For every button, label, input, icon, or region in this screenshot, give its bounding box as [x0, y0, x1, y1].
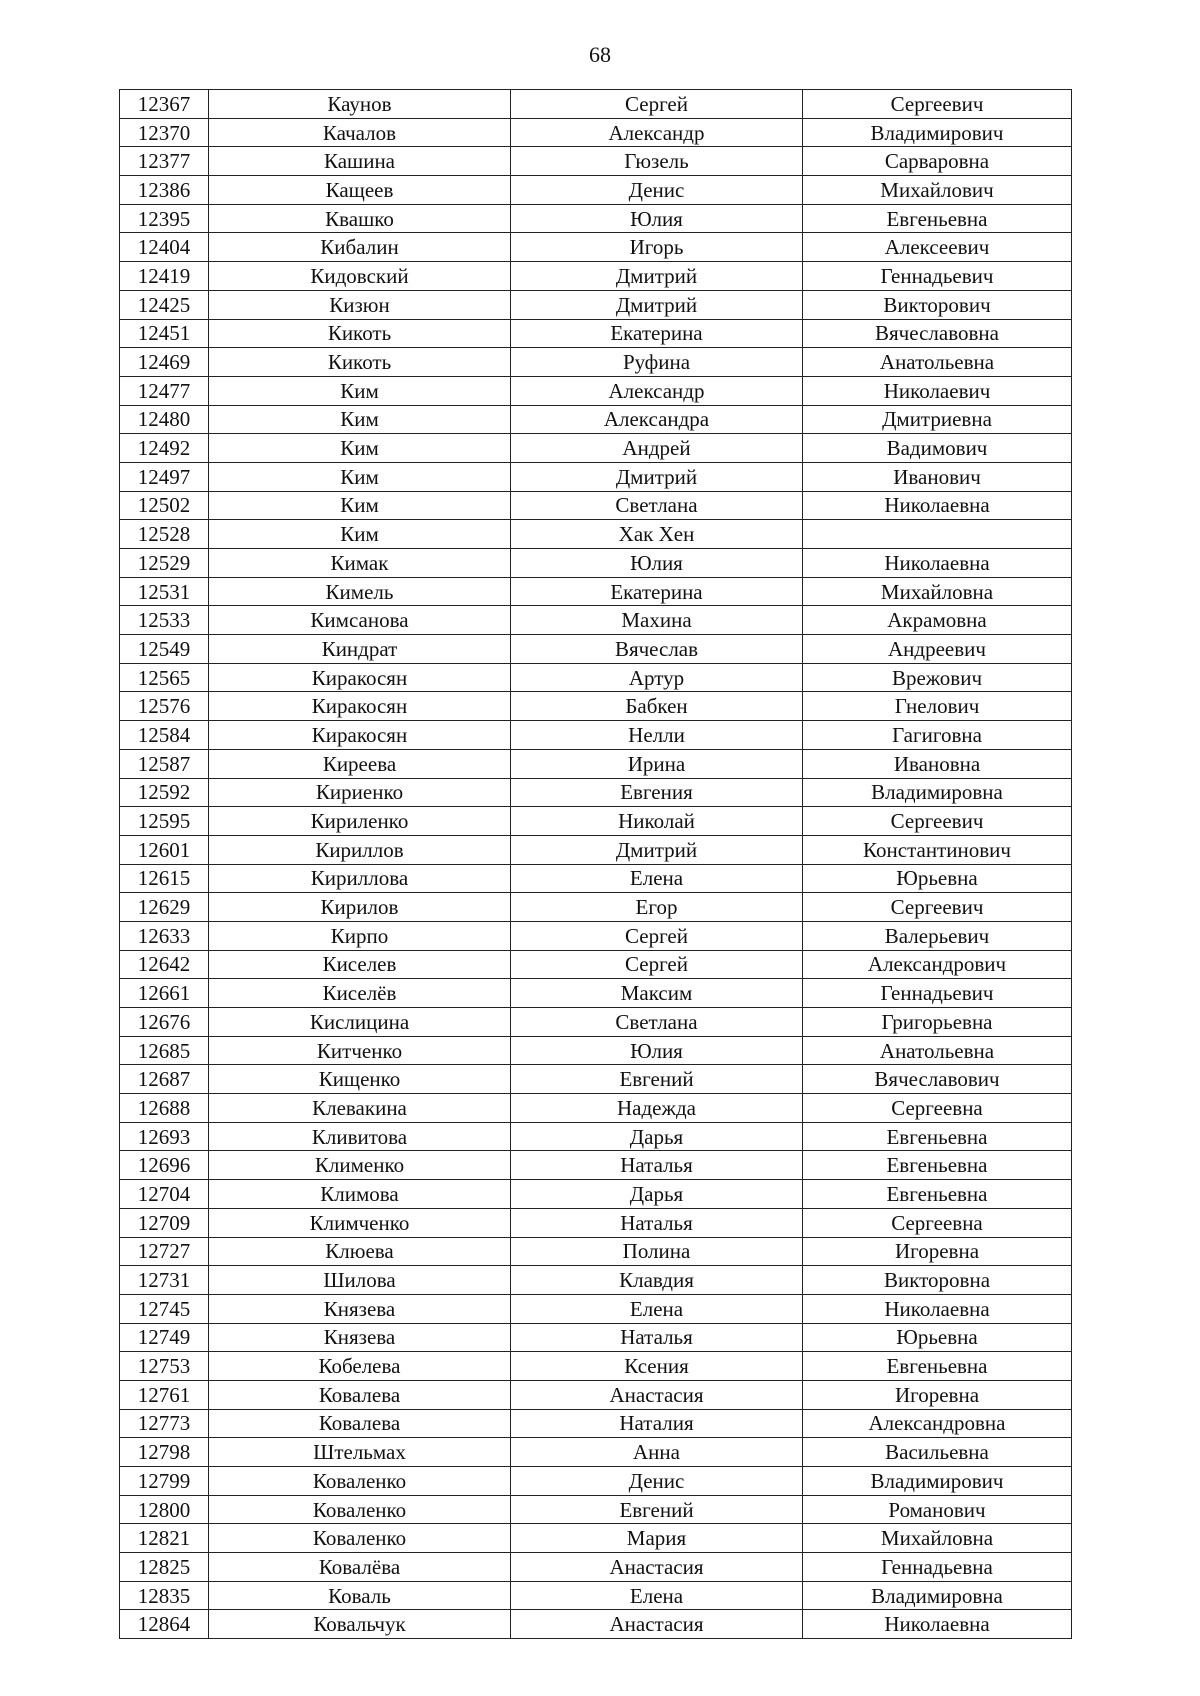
first-name-cell: Дарья	[511, 1122, 803, 1151]
roster-table	[119, 89, 1072, 1639]
first-name-cell: Дмитрий	[511, 262, 803, 291]
surname-cell: Кашина	[209, 147, 511, 176]
surname-cell: Качалов	[209, 118, 511, 147]
table-row	[120, 118, 1072, 147]
surname-cell: Кимель	[209, 577, 511, 606]
table-row	[120, 893, 1072, 922]
patronymic-cell: Геннадьевич	[803, 979, 1072, 1008]
first-name-cell: Наталия	[511, 1409, 803, 1438]
patronymic-cell: Сергеевич	[803, 807, 1072, 836]
record-number-cell: 12601	[120, 835, 209, 864]
surname-cell: Кащеев	[209, 176, 511, 205]
surname-cell: Киндрат	[209, 635, 511, 664]
first-name-cell: Светлана	[511, 1008, 803, 1037]
surname-cell: Клюева	[209, 1237, 511, 1266]
first-name-cell: Юлия	[511, 204, 803, 233]
table-row	[120, 721, 1072, 750]
patronymic-cell: Николаевна	[803, 1294, 1072, 1323]
record-number-cell: 12480	[120, 405, 209, 434]
table-row	[120, 491, 1072, 520]
record-number-cell: 12469	[120, 348, 209, 377]
table-row	[120, 1008, 1072, 1037]
table-row	[120, 90, 1072, 119]
roster-table-body	[120, 90, 1072, 1639]
record-number-cell: 12693	[120, 1122, 209, 1151]
surname-cell: Ким	[209, 520, 511, 549]
patronymic-cell: Михайловна	[803, 577, 1072, 606]
surname-cell: Кимак	[209, 549, 511, 578]
patronymic-cell: Иванович	[803, 462, 1072, 491]
table-row	[120, 176, 1072, 205]
surname-cell: Кимсанова	[209, 606, 511, 635]
record-number-cell: 12529	[120, 549, 209, 578]
table-row	[120, 835, 1072, 864]
record-number-cell: 12549	[120, 635, 209, 664]
record-number-cell: 12492	[120, 434, 209, 463]
first-name-cell: Мария	[511, 1524, 803, 1553]
record-number-cell: 12821	[120, 1524, 209, 1553]
first-name-cell: Вячеслав	[511, 635, 803, 664]
patronymic-cell: Владимировна	[803, 778, 1072, 807]
first-name-cell: Дарья	[511, 1180, 803, 1209]
patronymic-cell: Вячеславович	[803, 1065, 1072, 1094]
first-name-cell: Дмитрий	[511, 835, 803, 864]
record-number-cell: 12745	[120, 1294, 209, 1323]
patronymic-cell: Михайловна	[803, 1524, 1072, 1553]
surname-cell: Киселев	[209, 950, 511, 979]
first-name-cell: Евгений	[511, 1065, 803, 1094]
first-name-cell: Сергей	[511, 90, 803, 119]
surname-cell: Кириллова	[209, 864, 511, 893]
record-number-cell: 12798	[120, 1438, 209, 1467]
surname-cell: Кириллов	[209, 835, 511, 864]
record-number-cell: 12633	[120, 921, 209, 950]
table-row	[120, 376, 1072, 405]
patronymic-cell: Евгеньевна	[803, 204, 1072, 233]
first-name-cell: Екатерина	[511, 577, 803, 606]
first-name-cell: Александр	[511, 118, 803, 147]
patronymic-cell: Евгеньевна	[803, 1122, 1072, 1151]
surname-cell: Климова	[209, 1180, 511, 1209]
table-row	[120, 462, 1072, 491]
table-row	[120, 864, 1072, 893]
surname-cell: Коваленко	[209, 1467, 511, 1496]
table-row	[120, 1467, 1072, 1496]
record-number-cell: 12576	[120, 692, 209, 721]
first-name-cell: Дмитрий	[511, 290, 803, 319]
surname-cell: Ковальчук	[209, 1610, 511, 1639]
table-row	[120, 348, 1072, 377]
surname-cell: Кислицина	[209, 1008, 511, 1037]
patronymic-cell: Ивановна	[803, 749, 1072, 778]
patronymic-cell: Врежович	[803, 663, 1072, 692]
patronymic-cell: Михайлович	[803, 176, 1072, 205]
surname-cell: Климченко	[209, 1208, 511, 1237]
first-name-cell: Елена	[511, 1294, 803, 1323]
surname-cell: Кирилов	[209, 893, 511, 922]
first-name-cell: Юлия	[511, 1036, 803, 1065]
record-number-cell: 12731	[120, 1266, 209, 1295]
record-number-cell: 12629	[120, 893, 209, 922]
first-name-cell: Наталья	[511, 1323, 803, 1352]
patronymic-cell: Романович	[803, 1495, 1072, 1524]
first-name-cell: Руфина	[511, 348, 803, 377]
patronymic-cell: Анатольевна	[803, 348, 1072, 377]
patronymic-cell: Игоревна	[803, 1380, 1072, 1409]
patronymic-cell: Андреевич	[803, 635, 1072, 664]
table-row	[120, 1610, 1072, 1639]
patronymic-cell: Сарваровна	[803, 147, 1072, 176]
record-number-cell: 12661	[120, 979, 209, 1008]
first-name-cell: Нелли	[511, 721, 803, 750]
patronymic-cell: Викторовна	[803, 1266, 1072, 1295]
table-row	[120, 1553, 1072, 1582]
patronymic-cell: Сергеевич	[803, 893, 1072, 922]
table-row	[120, 1065, 1072, 1094]
record-number-cell: 12367	[120, 90, 209, 119]
surname-cell: Кирпо	[209, 921, 511, 950]
record-number-cell: 12595	[120, 807, 209, 836]
record-number-cell: 12404	[120, 233, 209, 262]
record-number-cell: 12800	[120, 1495, 209, 1524]
table-row	[120, 778, 1072, 807]
first-name-cell: Сергей	[511, 950, 803, 979]
table-row	[120, 1438, 1072, 1467]
record-number-cell: 12584	[120, 721, 209, 750]
first-name-cell: Анна	[511, 1438, 803, 1467]
record-number-cell: 12709	[120, 1208, 209, 1237]
first-name-cell: Хак Хен	[511, 520, 803, 549]
surname-cell: Ким	[209, 434, 511, 463]
table-row	[120, 1036, 1072, 1065]
record-number-cell: 12395	[120, 204, 209, 233]
patronymic-cell: Игоревна	[803, 1237, 1072, 1266]
record-number-cell: 12377	[120, 147, 209, 176]
surname-cell: Коваленко	[209, 1524, 511, 1553]
surname-cell: Коваль	[209, 1581, 511, 1610]
table-row	[120, 1409, 1072, 1438]
patronymic-cell: Николаевна	[803, 1610, 1072, 1639]
surname-cell: Ковалёва	[209, 1553, 511, 1582]
first-name-cell: Ирина	[511, 749, 803, 778]
patronymic-cell: Евгеньевна	[803, 1180, 1072, 1209]
record-number-cell: 12753	[120, 1352, 209, 1381]
patronymic-cell: Геннадьевич	[803, 262, 1072, 291]
record-number-cell: 12835	[120, 1581, 209, 1610]
first-name-cell: Александр	[511, 376, 803, 405]
surname-cell: Ким	[209, 376, 511, 405]
surname-cell: Ковалева	[209, 1409, 511, 1438]
record-number-cell: 12502	[120, 491, 209, 520]
table-row	[120, 1237, 1072, 1266]
surname-cell: Клевакина	[209, 1094, 511, 1123]
record-number-cell: 12761	[120, 1380, 209, 1409]
first-name-cell: Ксения	[511, 1352, 803, 1381]
record-number-cell: 12642	[120, 950, 209, 979]
table-row	[120, 1180, 1072, 1209]
table-row	[120, 405, 1072, 434]
patronymic-cell: Константинович	[803, 835, 1072, 864]
table-row	[120, 663, 1072, 692]
patronymic-cell: Александровна	[803, 1409, 1072, 1438]
surname-cell: Киракосян	[209, 663, 511, 692]
record-number-cell: 12749	[120, 1323, 209, 1352]
table-row	[120, 204, 1072, 233]
patronymic-cell: Викторович	[803, 290, 1072, 319]
table-row	[120, 434, 1072, 463]
table-row	[120, 635, 1072, 664]
table-row	[120, 319, 1072, 348]
surname-cell: Клименко	[209, 1151, 511, 1180]
surname-cell: Шилова	[209, 1266, 511, 1295]
patronymic-cell: Вадимович	[803, 434, 1072, 463]
surname-cell: Кливитова	[209, 1122, 511, 1151]
first-name-cell: Елена	[511, 864, 803, 893]
table-row	[120, 749, 1072, 778]
patronymic-cell: Юрьевна	[803, 864, 1072, 893]
record-number-cell: 12531	[120, 577, 209, 606]
page-number: 68	[589, 42, 611, 67]
surname-cell: Ким	[209, 491, 511, 520]
first-name-cell: Максим	[511, 979, 803, 1008]
table-row	[120, 979, 1072, 1008]
record-number-cell: 12688	[120, 1094, 209, 1123]
surname-cell: Киракосян	[209, 692, 511, 721]
patronymic-cell: Григорьевна	[803, 1008, 1072, 1037]
first-name-cell: Анастасия	[511, 1610, 803, 1639]
record-number-cell: 12864	[120, 1610, 209, 1639]
patronymic-cell: Николаевна	[803, 491, 1072, 520]
first-name-cell: Егор	[511, 893, 803, 922]
surname-cell: Кобелева	[209, 1352, 511, 1381]
table-row	[120, 1495, 1072, 1524]
surname-cell: Князева	[209, 1294, 511, 1323]
record-number-cell: 12799	[120, 1467, 209, 1496]
table-row	[120, 807, 1072, 836]
first-name-cell: Наталья	[511, 1208, 803, 1237]
surname-cell: Киселёв	[209, 979, 511, 1008]
surname-cell: Кириенко	[209, 778, 511, 807]
patronymic-cell: Владимирович	[803, 118, 1072, 147]
record-number-cell: 12386	[120, 176, 209, 205]
surname-cell: Китченко	[209, 1036, 511, 1065]
table-row	[120, 606, 1072, 635]
patronymic-cell: Гагиговна	[803, 721, 1072, 750]
table-row	[120, 1380, 1072, 1409]
table-row	[120, 262, 1072, 291]
surname-cell: Кибалин	[209, 233, 511, 262]
first-name-cell: Дмитрий	[511, 462, 803, 491]
record-number-cell: 12587	[120, 749, 209, 778]
record-number-cell: 12451	[120, 319, 209, 348]
surname-cell: Кидовский	[209, 262, 511, 291]
surname-cell: Квашко	[209, 204, 511, 233]
record-number-cell: 12370	[120, 118, 209, 147]
surname-cell: Ким	[209, 405, 511, 434]
record-number-cell: 12685	[120, 1036, 209, 1065]
surname-cell: Князева	[209, 1323, 511, 1352]
first-name-cell: Анастасия	[511, 1553, 803, 1582]
table-row	[120, 549, 1072, 578]
surname-cell: Кизюн	[209, 290, 511, 319]
patronymic-cell: Сергеевич	[803, 90, 1072, 119]
first-name-cell: Наталья	[511, 1151, 803, 1180]
patronymic-cell: Александрович	[803, 950, 1072, 979]
table-row	[120, 921, 1072, 950]
surname-cell: Кириленко	[209, 807, 511, 836]
surname-cell: Кищенко	[209, 1065, 511, 1094]
patronymic-cell: Евгеньевна	[803, 1352, 1072, 1381]
first-name-cell: Евгений	[511, 1495, 803, 1524]
table-row	[120, 1323, 1072, 1352]
record-number-cell: 12592	[120, 778, 209, 807]
patronymic-cell: Дмитриевна	[803, 405, 1072, 434]
record-number-cell: 12565	[120, 663, 209, 692]
table-row	[120, 1581, 1072, 1610]
table-row	[120, 1352, 1072, 1381]
patronymic-cell: Юрьевна	[803, 1323, 1072, 1352]
table-row	[120, 290, 1072, 319]
first-name-cell: Сергей	[511, 921, 803, 950]
record-number-cell: 12528	[120, 520, 209, 549]
table-row	[120, 520, 1072, 549]
surname-cell: Киракосян	[209, 721, 511, 750]
table-row	[120, 1122, 1072, 1151]
table-row	[120, 1094, 1072, 1123]
table-row	[120, 1266, 1072, 1295]
first-name-cell: Артур	[511, 663, 803, 692]
table-row	[120, 147, 1072, 176]
patronymic-cell: Валерьевич	[803, 921, 1072, 950]
first-name-cell: Елена	[511, 1581, 803, 1610]
first-name-cell: Евгения	[511, 778, 803, 807]
table-row	[120, 692, 1072, 721]
table-row	[120, 577, 1072, 606]
record-number-cell: 12696	[120, 1151, 209, 1180]
first-name-cell: Анастасия	[511, 1380, 803, 1409]
patronymic-cell: Сергеевна	[803, 1208, 1072, 1237]
record-number-cell: 12704	[120, 1180, 209, 1209]
record-number-cell: 12477	[120, 376, 209, 405]
first-name-cell: Денис	[511, 1467, 803, 1496]
patronymic-cell: Владимировна	[803, 1581, 1072, 1610]
surname-cell: Каунов	[209, 90, 511, 119]
first-name-cell: Полина	[511, 1237, 803, 1266]
first-name-cell: Гюзель	[511, 147, 803, 176]
surname-cell: Киреева	[209, 749, 511, 778]
first-name-cell: Николай	[511, 807, 803, 836]
table-row	[120, 1294, 1072, 1323]
record-number-cell: 12533	[120, 606, 209, 635]
table-row	[120, 1208, 1072, 1237]
patronymic-cell: Алексеевич	[803, 233, 1072, 262]
surname-cell: Кикоть	[209, 319, 511, 348]
record-number-cell: 12773	[120, 1409, 209, 1438]
record-number-cell: 12419	[120, 262, 209, 291]
first-name-cell: Денис	[511, 176, 803, 205]
first-name-cell: Светлана	[511, 491, 803, 520]
surname-cell: Штельмах	[209, 1438, 511, 1467]
patronymic-cell: Геннадьевна	[803, 1553, 1072, 1582]
patronymic-cell: Николаевна	[803, 549, 1072, 578]
record-number-cell: 12425	[120, 290, 209, 319]
surname-cell: Коваленко	[209, 1495, 511, 1524]
first-name-cell: Екатерина	[511, 319, 803, 348]
first-name-cell: Андрей	[511, 434, 803, 463]
patronymic-cell: Вячеславовна	[803, 319, 1072, 348]
patronymic-cell: Акрамовна	[803, 606, 1072, 635]
surname-cell: Ким	[209, 462, 511, 491]
patronymic-cell: Васильевна	[803, 1438, 1072, 1467]
surname-cell: Ковалева	[209, 1380, 511, 1409]
patronymic-cell: Николаевич	[803, 376, 1072, 405]
table-row	[120, 1524, 1072, 1553]
record-number-cell: 12615	[120, 864, 209, 893]
table-row	[120, 950, 1072, 979]
first-name-cell: Игорь	[511, 233, 803, 262]
first-name-cell: Александра	[511, 405, 803, 434]
record-number-cell: 12497	[120, 462, 209, 491]
table-row	[120, 1151, 1072, 1180]
patronymic-cell: Сергеевна	[803, 1094, 1072, 1123]
patronymic-cell: Владимирович	[803, 1467, 1072, 1496]
first-name-cell: Махина	[511, 606, 803, 635]
first-name-cell: Надежда	[511, 1094, 803, 1123]
patronymic-cell: Гнелович	[803, 692, 1072, 721]
record-number-cell: 12727	[120, 1237, 209, 1266]
table-row	[120, 233, 1072, 262]
patronymic-cell: Анатольевна	[803, 1036, 1072, 1065]
record-number-cell: 12687	[120, 1065, 209, 1094]
patronymic-cell: Евгеньевна	[803, 1151, 1072, 1180]
surname-cell: Кикоть	[209, 348, 511, 377]
record-number-cell: 12825	[120, 1553, 209, 1582]
first-name-cell: Бабкен	[511, 692, 803, 721]
record-number-cell: 12676	[120, 1008, 209, 1037]
first-name-cell: Юлия	[511, 549, 803, 578]
patronymic-cell	[803, 520, 1072, 549]
first-name-cell: Клавдия	[511, 1266, 803, 1295]
